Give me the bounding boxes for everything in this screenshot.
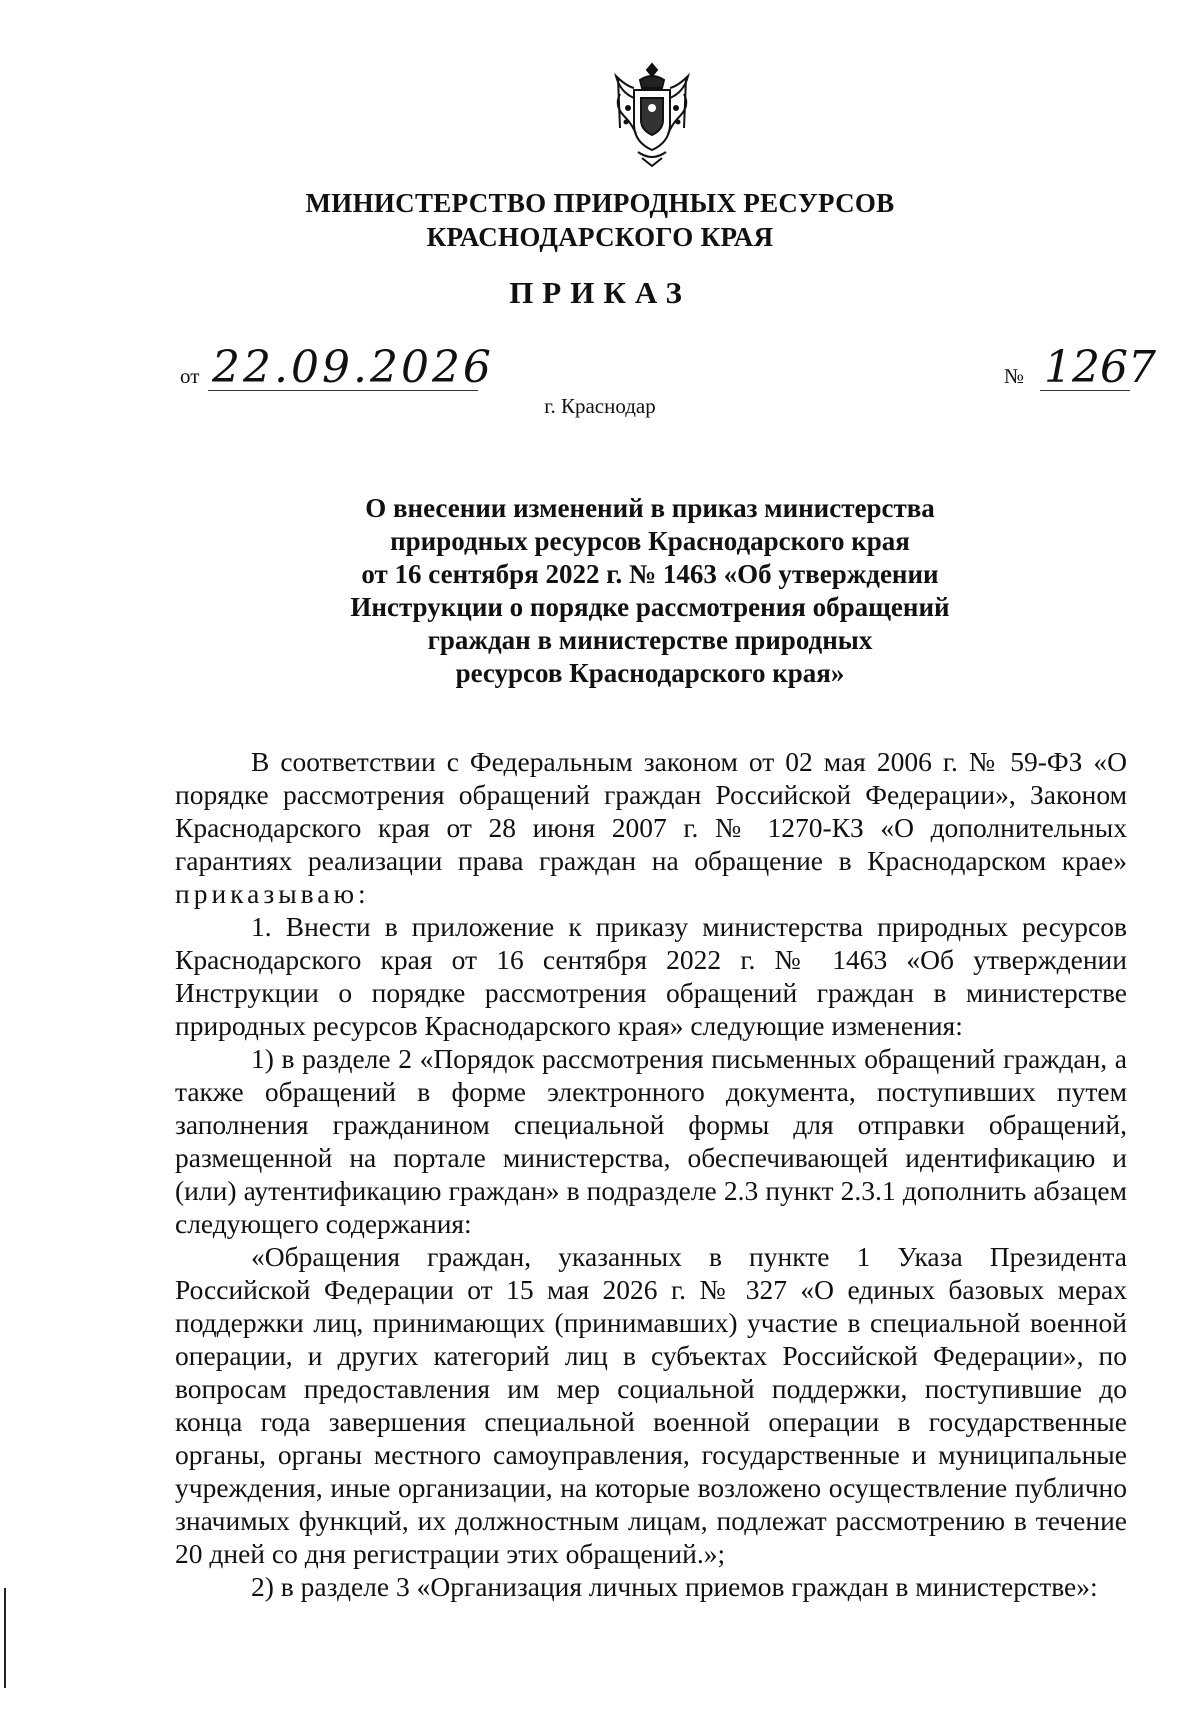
order-body [175, 745, 1127, 1603]
subitem-2-paragraph: 2) в разделе 3 «Организация личных приемов граждан в министерстве»: [251, 1571, 1098, 1602]
handwritten-number: 1267 [1044, 342, 1156, 393]
handwritten-date: 22.09.2026 [212, 342, 494, 393]
subject-line: природных ресурсов Краснодарского края [390, 526, 910, 556]
subject-line: от 16 сентября 2022 г. № 1463 «Об утверждении [361, 559, 939, 589]
order-subject [300, 492, 1000, 690]
organization-name-line-1: МИНИСТЕРСТВО ПРИРОДНЫХ РЕСУРСОВ [305, 188, 895, 218]
date-underline [208, 390, 478, 391]
item-1-paragraph: 1. Внести в приложение к приказу министерства природных ресурсов Краснодарского края от 16 сентября 2022 г. № 1463 «Об утверждении Инструкции о порядке рассмотрения обращений граждан в министерстве природных ресурсов Краснодарского края» следующие изменения: [175, 911, 1127, 1041]
order-keyword: приказываю: [175, 878, 370, 909]
organization-name [0, 186, 1200, 254]
subject-line: граждан в министерстве природных [427, 625, 873, 655]
subitem-1-paragraph: 1) в разделе 2 «Порядок рассмотрения письменных обращений граждан, а также обращений в форме электронного документа, поступивших путем заполнения гражданином специальной формы для отправки обращений, размещенной на портале министерства, обеспечивающей идентификацию и (или) аутентификацию граждан» в подразделе 2.3 пункт 2.3.1 дополнить абзацем следующего содержания: [175, 1043, 1127, 1239]
subject-line: О внесении изменений в приказ министерства [365, 493, 935, 523]
document-type-title: ПРИКАЗ [509, 275, 691, 310]
quoted-amendment-paragraph: «Обращения граждан, указанных в пункте 1 Указа Президента Российской Федерации от 15 мая 2026 г. № 327 «О единых базовых мерах поддержки лиц, принимающих (принимавших) участие в специальной военной операции, и других категорий лиц в субъектах Российской Федерации», по вопросам предоставления им мер социальной поддержки, поступившие до конца года завершения специальной военной операции в государственные органы, органы местного самоуправления, государственные и муниципальные учреждения, иные организации, на которые возложено осуществление публично значимых функций, их должностным лицам, подлежат рассмотрению в течение 20 дней со дня регистрации этих обращений.»; [175, 1241, 1127, 1569]
number-underline [1040, 390, 1130, 391]
city-name: г. Краснодар [544, 394, 656, 418]
date-label: от [180, 364, 200, 388]
subject-line: ресурсов Краснодарского края» [455, 658, 845, 688]
organization-name-line-2: КРАСНОДАРСКОГО КРАЯ [426, 222, 774, 252]
preamble-text: В соответствии с Федеральным законом от 02 мая 2006 г. № 59-ФЗ «О порядке рассмотрения обращений граждан Российской Федерации», Законом Краснодарского края от 28 июня 2007 г. № 1270-КЗ «О дополнительных гарантиях реализации права граждан на обращение в Краснодарском крае» [175, 746, 1127, 876]
subject-line: Инструкции о порядке рассмотрения обращений [350, 592, 950, 622]
coat-of-arms-icon [612, 60, 692, 170]
scan-edge-mark [4, 1588, 6, 1688]
preamble-paragraph [175, 745, 1127, 910]
number-label: № [1004, 364, 1025, 388]
